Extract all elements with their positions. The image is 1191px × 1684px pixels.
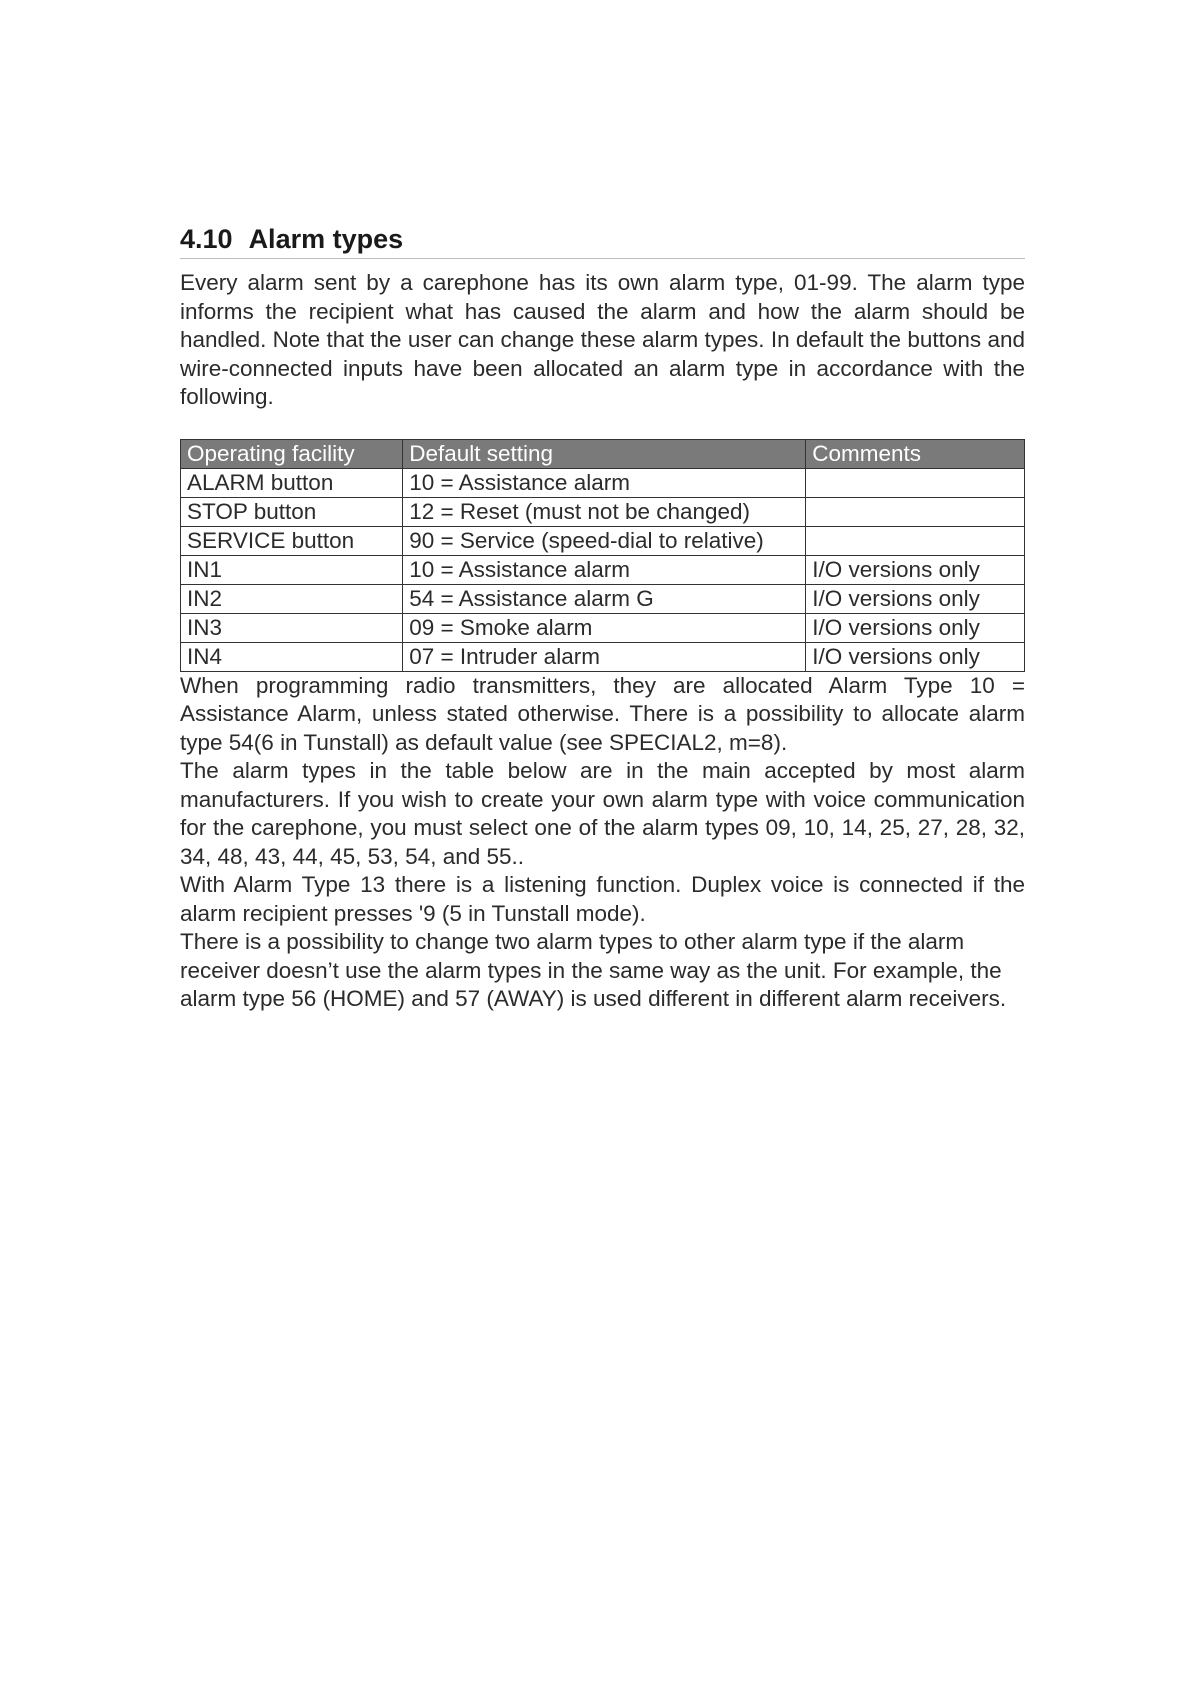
alarm-manufacturers-paragraph: The alarm types in the table below are in the main accepted by most alarm manufacturers. If you wish to create your own alarm type with voice communication for the carephone, you must select one of the alarm types 09, 10, 14, 25, 27, 28, 32, 34, 48, 43, 44, 45, 53, 54, and 55.. [180, 758, 1025, 869]
section-title: Alarm types [248, 224, 404, 254]
table-row [181, 555, 1025, 584]
table-row [181, 468, 1025, 497]
table-cell: I/O versions only [806, 613, 1025, 642]
column-header-operating-facility: Operating facility [181, 439, 403, 468]
table-row [181, 497, 1025, 526]
alarm-types-table [180, 439, 1025, 672]
table-cell: IN4 [181, 642, 403, 671]
table-cell: STOP button [181, 497, 403, 526]
table-row [181, 642, 1025, 671]
table-cell: IN1 [181, 555, 403, 584]
table-cell: 07 = Intruder alarm [403, 642, 806, 671]
table-cell: 90 = Service (speed-dial to relative) [403, 526, 806, 555]
section-number: 4.10 [180, 224, 233, 254]
table-cell: 10 = Assistance alarm [403, 555, 806, 584]
table-header-row [181, 439, 1025, 468]
column-header-comments: Comments [806, 439, 1025, 468]
table-cell: 54 = Assistance alarm G [403, 584, 806, 613]
table-cell [806, 526, 1025, 555]
table-cell: IN2 [181, 584, 403, 613]
alarm-type-change-paragraph: There is a possibility to change two alarm types to other alarm type if the alarm receiver doesn’t use the alarm types in the same way as the unit. For example, the alarm type 56 (HOME) and 57 (AWAY) is used different in different alarm receivers. [180, 929, 1007, 1011]
listening-function-paragraph: With Alarm Type 13 there is a listening function. Duplex voice is connected if the alarm recipient presses '9 (5 in Tunstall mode). [180, 872, 1025, 926]
table-cell: 10 = Assistance alarm [403, 468, 806, 497]
document-page [180, 222, 1025, 1014]
table-cell: SERVICE button [181, 526, 403, 555]
table-cell: ALARM button [181, 468, 403, 497]
table-row [181, 584, 1025, 613]
table-row [181, 526, 1025, 555]
table-cell [806, 468, 1025, 497]
column-header-default-setting: Default setting [403, 439, 806, 468]
table-cell: 12 = Reset (must not be changed) [403, 497, 806, 526]
table-cell: I/O versions only [806, 642, 1025, 671]
table-cell: 09 = Smoke alarm [403, 613, 806, 642]
table-cell: I/O versions only [806, 584, 1025, 613]
table-cell [806, 497, 1025, 526]
table-cell: I/O versions only [806, 555, 1025, 584]
table-row [181, 613, 1025, 642]
intro-paragraph: Every alarm sent by a carephone has its own alarm type, 01-99. The alarm type informs the recipient what has caused the alarm and how the alarm should be handled. Note that the user can change these alarm types. In default the buttons and wire-connected inputs have been allocated an alarm type in accordance with the following. [180, 270, 1025, 409]
section-heading [180, 222, 1025, 259]
table-cell: IN3 [181, 613, 403, 642]
radio-transmitters-paragraph: When programming radio transmitters, they are allocated Alarm Type 10 = Assistance Alarm, unless stated otherwise. There is a possibility to allocate alarm type 54(6 in Tunstall) as default value (see SPECIAL2, m=8). [180, 672, 1025, 755]
